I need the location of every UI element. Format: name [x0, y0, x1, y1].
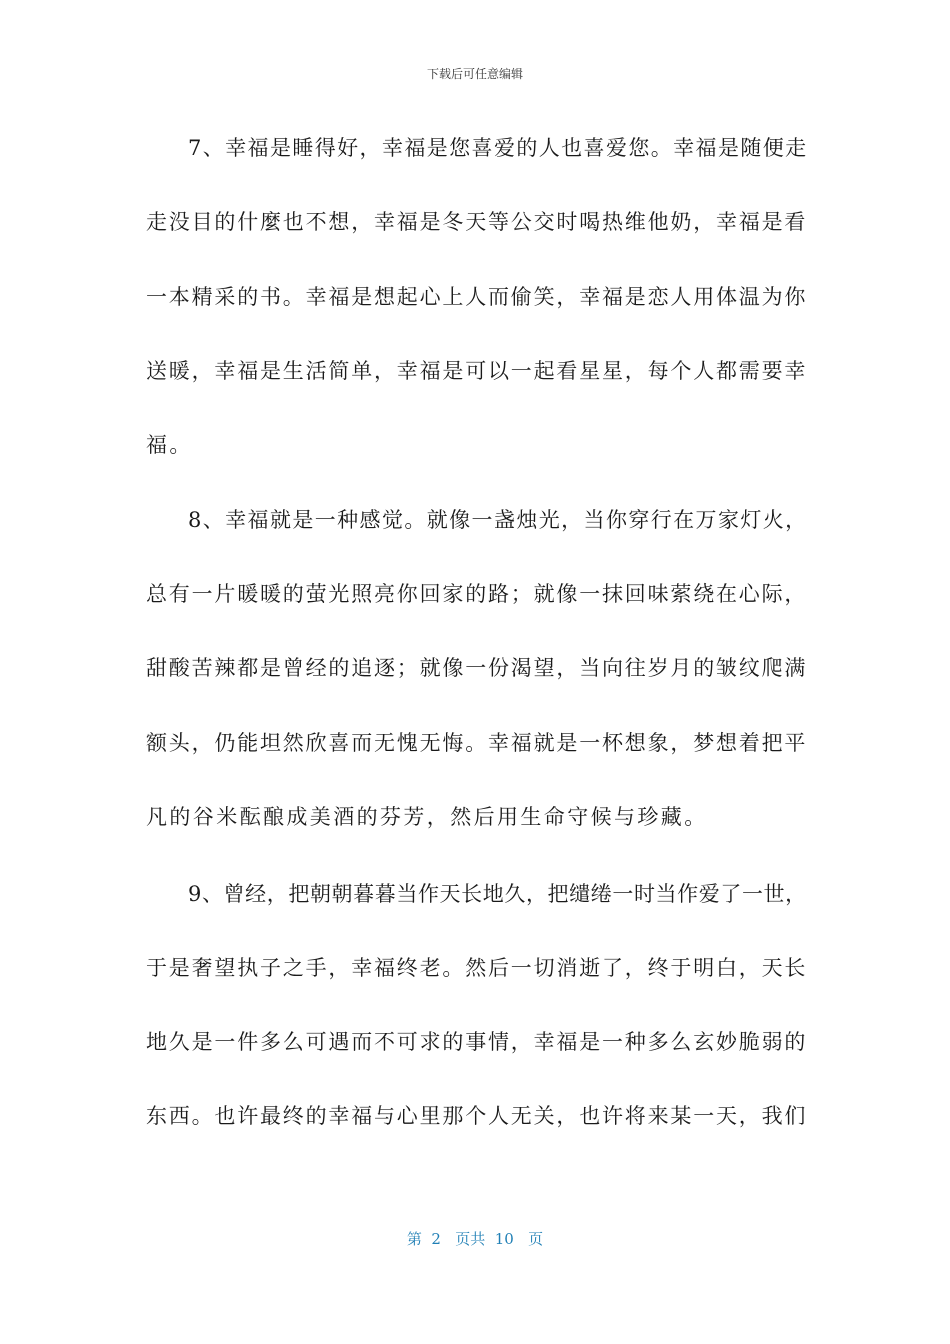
- paragraph-7-line-5: 福。: [146, 433, 193, 457]
- paragraph-9-line-1: 9、曾经，把朝朝暮暮当作天长地久，把缱绻一时当作爱了一世，: [188, 882, 807, 906]
- paragraph-7-line-4: 送暖，幸福是生活简单，幸福是可以一起看星星，每个人都需要幸: [146, 359, 808, 383]
- paragraph-8-line-1: 8、幸福就是一种感觉。就像一盏烛光，当你穿行在万家灯火，: [188, 508, 808, 532]
- paragraph-7-line-1: 7、幸福是睡得好，幸福是您喜爱的人也喜爱您。幸福是随便走: [188, 136, 808, 160]
- paragraph-8-line-3: 甜酸苦辣都是曾经的追逐；就像一份渴望，当向往岁月的皱纹爬满: [146, 656, 808, 680]
- paragraph-9-line-2: 于是奢望执子之手，幸福终老。然后一切消逝了，终于明白，天长: [146, 956, 808, 980]
- paragraph-8-line-4: 额头，仍能坦然欣喜而无愧无悔。幸福就是一杯想象，梦想着把平: [146, 731, 808, 755]
- paragraph-8-line-2: 总有一片暖暖的萤光照亮你回家的路；就像一抹回味萦绕在心际，: [146, 582, 808, 606]
- page-header: 下载后可任意编辑: [426, 67, 523, 81]
- paragraph-9-line-4: 东西。也许最终的幸福与心里那个人无关，也许将来某一天，我们: [146, 1104, 808, 1128]
- page-footer: 第 2 页共 10 页: [406, 1230, 544, 1248]
- paragraph-9-line-3: 地久是一件多么可遇而不可求的事情，幸福是一种多么玄妙脆弱的: [146, 1030, 808, 1054]
- paragraph-7-line-2: 走没目的什麼也不想，幸福是冬天等公交时喝热维他奶，幸福是看: [146, 210, 808, 234]
- paragraph-8-line-5: 凡的谷米酝酿成美酒的芬芳，然后用生命守候与珍藏。: [146, 805, 708, 829]
- paragraph-7-line-3: 一本精采的书。幸福是想起心上人而偷笑，幸福是恋人用体温为你: [146, 285, 808, 309]
